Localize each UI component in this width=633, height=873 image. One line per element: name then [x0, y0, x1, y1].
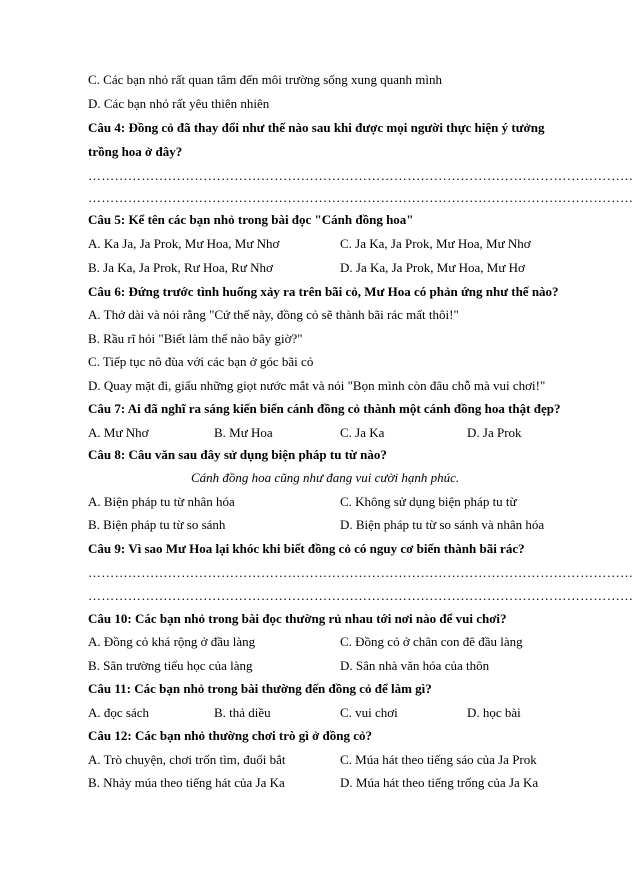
q9-answer-line2: …………………………………………………………………………………………………………… — [88, 588, 633, 603]
q11-option-a: A. đọc sách — [88, 705, 150, 720]
q6-option-c: C. Tiếp tục nô đùa với các bạn ở góc bãi cỏ — [88, 354, 314, 369]
q4-answer-line2: …………………………………………………………………………………………………………… — [88, 190, 633, 205]
q7-option-a: A. Mư Nhơ — [88, 425, 149, 440]
q5-option-d: D. Ja Ka, Ja Prok, Mư Hoa, Mư Hơ — [340, 260, 525, 275]
q12-option-d: D. Múa hát theo tiếng trống của Ja Ka — [340, 775, 539, 790]
q12-option-c: C. Múa hát theo tiếng sáo của Ja Prok — [340, 752, 537, 767]
q5-option-a: A. Ka Ja, Ja Prok, Mư Hoa, Mư Nhơ — [88, 236, 280, 251]
q6-question: Câu 6: Đứng trước tình huống xảy ra trên bãi cỏ, Mư Hoa có phản ứng như thế nào? — [88, 284, 559, 299]
q12-question: Câu 12: Các bạn nhỏ thường chơi trò gì ở đồng cỏ? — [88, 728, 373, 743]
q9-answer-line1: …………………………………………………………………………………………………………… — [88, 565, 633, 580]
q7-option-c: C. Ja Ka — [340, 425, 385, 440]
q11-option-d: D. học bài — [467, 705, 521, 720]
q5-question: Câu 5: Kể tên các bạn nhỏ trong bài đọc "Cánh đồng hoa" — [88, 212, 414, 227]
q5-option-c: C. Ja Ka, Ja Prok, Mư Hoa, Mư Nhơ — [340, 236, 531, 251]
q3-option-d: D. Các bạn nhỏ rất yêu thiên nhiên — [88, 96, 270, 111]
q3-option-c: C. Các bạn nhỏ rất quan tâm đến môi trường sống xung quanh mình — [88, 72, 443, 87]
q4-answer-line1: …………………………………………………………………………………………………………… — [88, 168, 633, 183]
q8-option-c: C. Không sử dụng biện pháp tu từ — [340, 494, 517, 509]
q4-question-line1: Câu 4: Đồng cỏ đã thay đổi như thế nào sau khi được mọi người thực hiện ý tưởng — [88, 120, 545, 135]
q10-option-a: A. Đồng cỏ khá rộng ở đầu làng — [88, 634, 256, 649]
q9-question: Câu 9: Vì sao Mư Hoa lại khóc khi biết đồng cỏ có nguy cơ biến thành bãi rác? — [88, 541, 525, 556]
q6-option-d: D. Quay mặt đi, giấu những giọt nước mắt và nói "Bọn mình còn đâu chỗ mà vui chơi!" — [88, 378, 546, 393]
q11-option-c: C. vui chơi — [340, 705, 398, 720]
q8-option-b: B. Biện pháp tu từ so sánh — [88, 517, 226, 532]
q12-option-a: A. Trò chuyện, chơi trốn tìm, đuổi bắt — [88, 752, 286, 767]
q8-question: Câu 8: Câu văn sau đây sử dụng biện pháp tu từ nào? — [88, 447, 387, 462]
q6-option-b: B. Rầu rĩ hỏi "Biết làm thế nào bây giờ?" — [88, 331, 303, 346]
q11-option-b: B. thả diều — [214, 705, 271, 720]
q4-question-line2: trồng hoa ở đây? — [88, 144, 183, 159]
q10-option-b: B. Sân trường tiểu học của làng — [88, 658, 253, 673]
q7-question: Câu 7: Ai đã nghĩ ra sáng kiến biến cánh đồng cỏ thành một cánh đồng hoa thật đẹp? — [88, 401, 561, 416]
q7-option-b: B. Mư Hoa — [214, 425, 273, 440]
q8-option-a: A. Biện pháp tu từ nhân hóa — [88, 494, 235, 509]
q12-option-b: B. Nhảy múa theo tiếng hát của Ja Ka — [88, 775, 285, 790]
q10-question: Câu 10: Các bạn nhỏ trong bài đọc thường rủ nhau tới nơi nào để vui chơi? — [88, 611, 507, 626]
q10-option-d: D. Sân nhà văn hóa của thôn — [340, 658, 490, 673]
q8-option-d: D. Biện pháp tu từ so sánh và nhân hóa — [340, 517, 545, 532]
q11-question: Câu 11: Các bạn nhỏ trong bài thường đến đồng cỏ để làm gì? — [88, 681, 432, 696]
q8-quote: Cánh đồng hoa cũng như đang vui cười hạnh phúc. — [191, 470, 460, 485]
q6-option-a: A. Thở dài và nói rằng "Cứ thế này, đồng cỏ sẽ thành bãi rác mất thôi!" — [88, 307, 459, 322]
q5-option-b: B. Ja Ka, Ja Prok, Rư Hoa, Rư Nhơ — [88, 260, 273, 275]
q7-option-d: D. Ja Prok — [467, 425, 522, 440]
q10-option-c: C. Đồng cỏ ở chân con đê đầu làng — [340, 634, 523, 649]
